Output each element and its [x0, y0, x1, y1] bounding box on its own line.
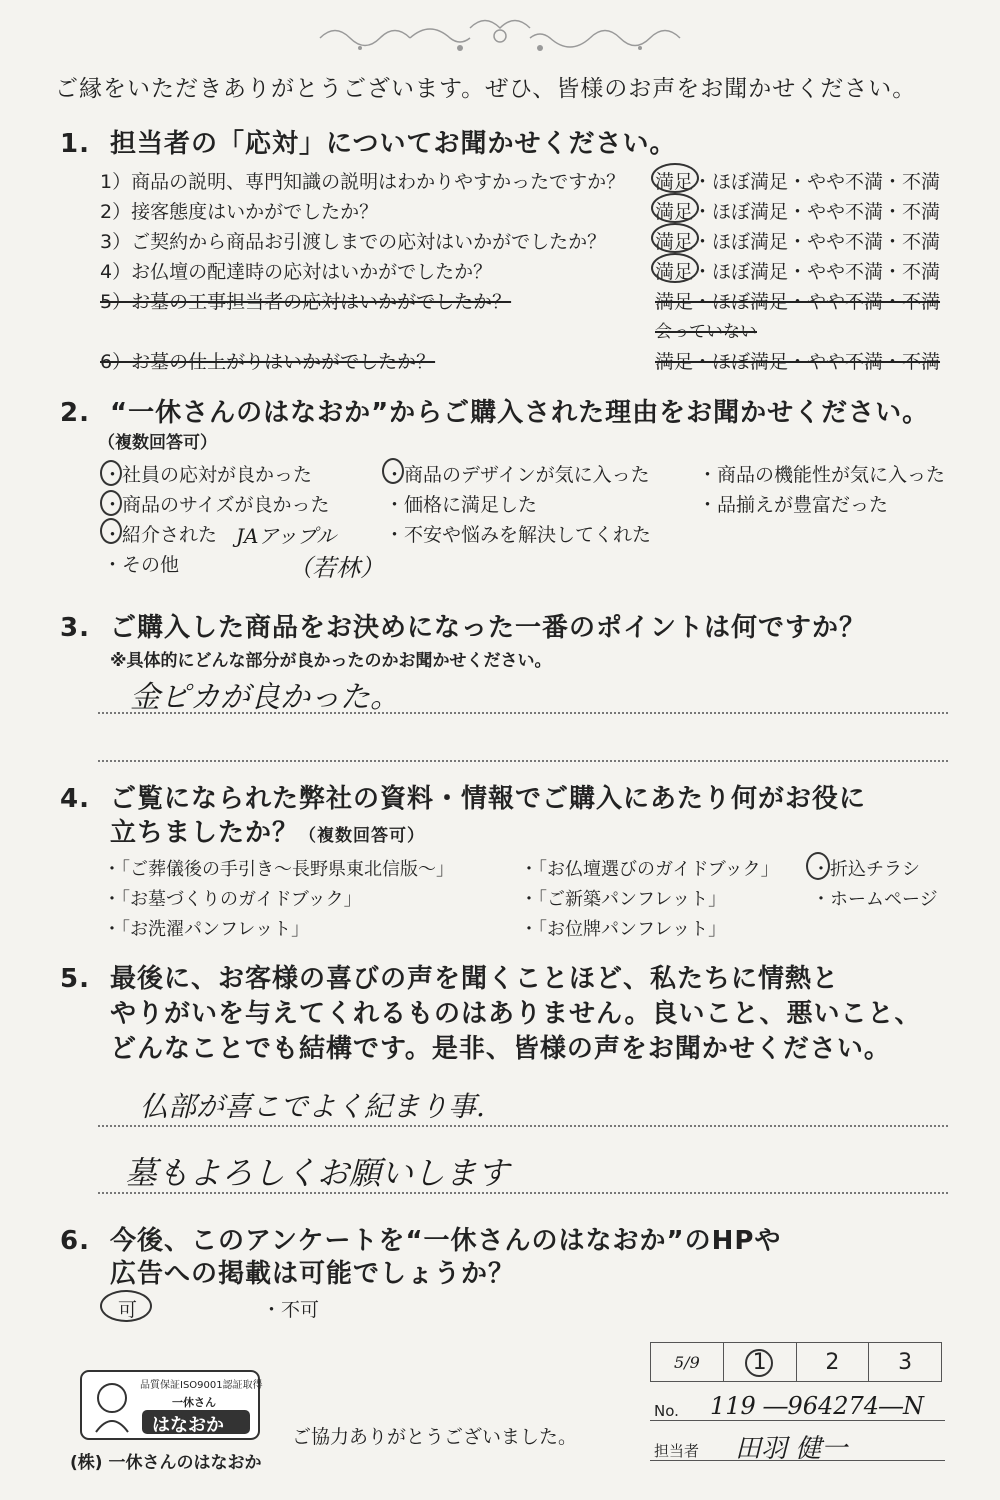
q1-item2-selected-circle: [651, 193, 699, 223]
q6-option-yes: 可: [118, 1299, 138, 1321]
q2-check-circle: [100, 518, 122, 544]
q6-title-line2: 広告への掲載は可能でしょうか？: [110, 1259, 516, 1289]
rating-cell: [724, 1343, 797, 1381]
date-cell: [651, 1343, 724, 1381]
q2-number: 2.: [60, 398, 90, 428]
answer-line: [98, 712, 948, 714]
q2-option: ・その他: [103, 554, 180, 576]
q1-item-options: 満足・ほぼ満足・やや不満・不満: [655, 171, 941, 193]
q1-item-label: 1）商品の説明、専門知識の説明はわかりやすかったですか？: [100, 171, 626, 193]
answer-line: [98, 1192, 948, 1194]
q1-title: [60, 123, 676, 160]
q5-title-line3: どんなことでも結構です。是非、皆様の声をお聞かせください。: [110, 1034, 891, 1064]
q4-title-text-2: 立ちましたか？: [110, 818, 300, 848]
q4-option: ・折込チラシ: [812, 859, 920, 880]
q1-item-label: 4）お仏壇の配達時の応対はいかがでしたか？: [100, 261, 493, 283]
q2-handwritten-other: （若林）: [288, 554, 384, 582]
company-logo: [80, 1370, 263, 1440]
q2-option: ・価格に満足した: [385, 494, 538, 516]
logo-main-text: はなおか: [152, 1415, 224, 1436]
q1-item-options-struck: 満足・ほぼ満足・やや不満・不満: [655, 351, 941, 373]
q2-note: （複数回答可）: [98, 433, 217, 453]
q2-option: ・商品のサイズが良かった: [103, 494, 330, 516]
q1-not-met-option: 会っていない: [655, 322, 757, 342]
q4-check-circle: [806, 852, 830, 880]
rating-stamp-table: [650, 1342, 942, 1382]
q4-title-line1: [60, 778, 866, 815]
q5-title-text: 最後に、お客様の喜びの声を聞くことほど、私たちに情熱と: [110, 964, 840, 994]
intro-text: ご縁をいただきありがとうございます。ぜひ、皆様のお声をお聞かせください。: [55, 76, 917, 102]
q5-title-line2: やりがいを与えてくれるものはありません。良いこと、悪いこと、: [110, 999, 922, 1029]
q2-check-circle: [100, 490, 122, 516]
q4-title-text: ご覧になられた弊社の資料・情報でご購入にあたり何がお役に: [110, 784, 867, 814]
number-underline: [650, 1420, 945, 1421]
staff-value: 田羽 健一: [735, 1434, 848, 1464]
q4-option: ・「お墓づくりのガイドブック」: [103, 889, 362, 910]
number-label: No.: [654, 1402, 679, 1420]
rating-cell: [869, 1343, 941, 1381]
q3-handwritten-answer: 金ピカが良かった。: [130, 680, 400, 715]
q2-option: ・品揃えが豊富だった: [698, 494, 889, 516]
q3-title-text: ご購入した商品をお決めになった一番のポイントは何ですか？: [110, 613, 867, 643]
q5-handwritten-answer-2: 墓もよろしくお願いします: [125, 1154, 510, 1192]
rating-value: 1: [752, 1349, 767, 1375]
q3-title: [60, 607, 866, 644]
q2-option: ・紹介された: [103, 524, 218, 546]
q4-note: （複数回答可）: [299, 826, 426, 846]
rating-selected-circle: [745, 1349, 773, 1377]
q6-option-no: ・不可: [262, 1299, 320, 1321]
q1-item3-selected-circle: [651, 223, 699, 253]
q4-option: ・「ご新築パンフレット」: [520, 889, 727, 910]
logo-cert-text: 品質保証ISO9001認証取得: [140, 1380, 263, 1391]
q1-item-options: 満足・ほぼ満足・やや不満・不満: [655, 201, 941, 223]
q2-check-circle: [382, 458, 404, 484]
q1-item-label-struck: 6）お墓の仕上がりはいかがでしたか？: [100, 351, 436, 373]
q4-title-line2: [110, 812, 425, 849]
q2-option: ・商品の機能性が気に入った: [698, 464, 946, 486]
q1-item-options: 満足・ほぼ満足・やや不満・不満: [655, 261, 941, 283]
q1-item-options-struck: 満足・ほぼ満足・やや不満・不満: [655, 291, 941, 313]
q2-option: ・商品のデザインが気に入った: [385, 464, 650, 486]
q1-number: 1.: [60, 129, 90, 159]
q1-item-label: 2）接客態度はいかがでしたか？: [100, 201, 379, 223]
rating-value: 2: [825, 1349, 840, 1375]
q2-option: ・社員の応対が良かった: [103, 464, 313, 486]
flourish-ornament-icon: [300, 8, 700, 58]
q1-item-label-struck: 5）お墓の工事担当者の応対はいかがでしたか？: [100, 291, 512, 313]
q2-title: [60, 392, 929, 429]
date-value: 5/9: [674, 1352, 700, 1372]
rating-cell: [797, 1343, 870, 1381]
answer-line: [98, 760, 948, 762]
q3-number: 3.: [60, 613, 90, 643]
q4-option: ・「ご葬儀後の手引き～長野県東北信版～」: [103, 859, 454, 880]
q3-note: ※具体的にどんな部分が良かったのかお聞かせください。: [110, 651, 552, 671]
logo-small-text: 一休さん: [172, 1396, 216, 1409]
q2-title-text: “一休さんのはなおか”からご購入された理由をお聞かせください。: [110, 398, 930, 428]
q2-check-circle: [100, 460, 122, 486]
company-name: (株) 一休さんのはなおか: [70, 1453, 262, 1473]
rating-value: 3: [898, 1349, 913, 1375]
q4-option: ・「お仏壇選びのガイドブック」: [520, 859, 779, 880]
q4-option: ・「お位牌パンフレット」: [520, 919, 727, 940]
q1-item1-selected-circle: [651, 163, 699, 193]
q2-option: ・不安や悩みを解決してくれた: [385, 524, 652, 546]
staff-label: 担当者: [654, 1442, 700, 1460]
q4-option: ・ホームページ: [812, 889, 938, 910]
q1-item-options: 満足・ほぼ満足・やや不満・不満: [655, 231, 941, 253]
q5-title-line1: [60, 958, 839, 995]
q1-item4-selected-circle: [651, 253, 699, 283]
q1-title-text: 担当者の「応対」についてお聞かせください。: [110, 129, 677, 159]
answer-line: [98, 1125, 948, 1127]
q1-item-label: 3）ご契約から商品お引渡しまでの応対はいかがでしたか？: [100, 231, 607, 253]
q4-number: 4.: [60, 784, 90, 814]
q5-handwritten-answer-1: 仏部が喜こでよく紀まり事.: [140, 1090, 485, 1123]
q6-title-text: 今後、このアンケートを“一休さんのはなおか”のHPや: [110, 1226, 782, 1256]
thank-you-text: ご協力ありがとうございました。: [292, 1426, 578, 1448]
q4-option: ・「お洗濯パンフレット」: [103, 919, 310, 940]
staff-underline: [650, 1460, 945, 1461]
q2-handwritten-referral: JAアップル: [236, 524, 337, 548]
number-value: 119 ―964274―N: [710, 1392, 925, 1420]
q5-number: 5.: [60, 964, 90, 994]
q6-yes-circle: [100, 1290, 152, 1322]
q6-title-line1: [60, 1220, 781, 1257]
q6-number: 6.: [60, 1226, 90, 1256]
